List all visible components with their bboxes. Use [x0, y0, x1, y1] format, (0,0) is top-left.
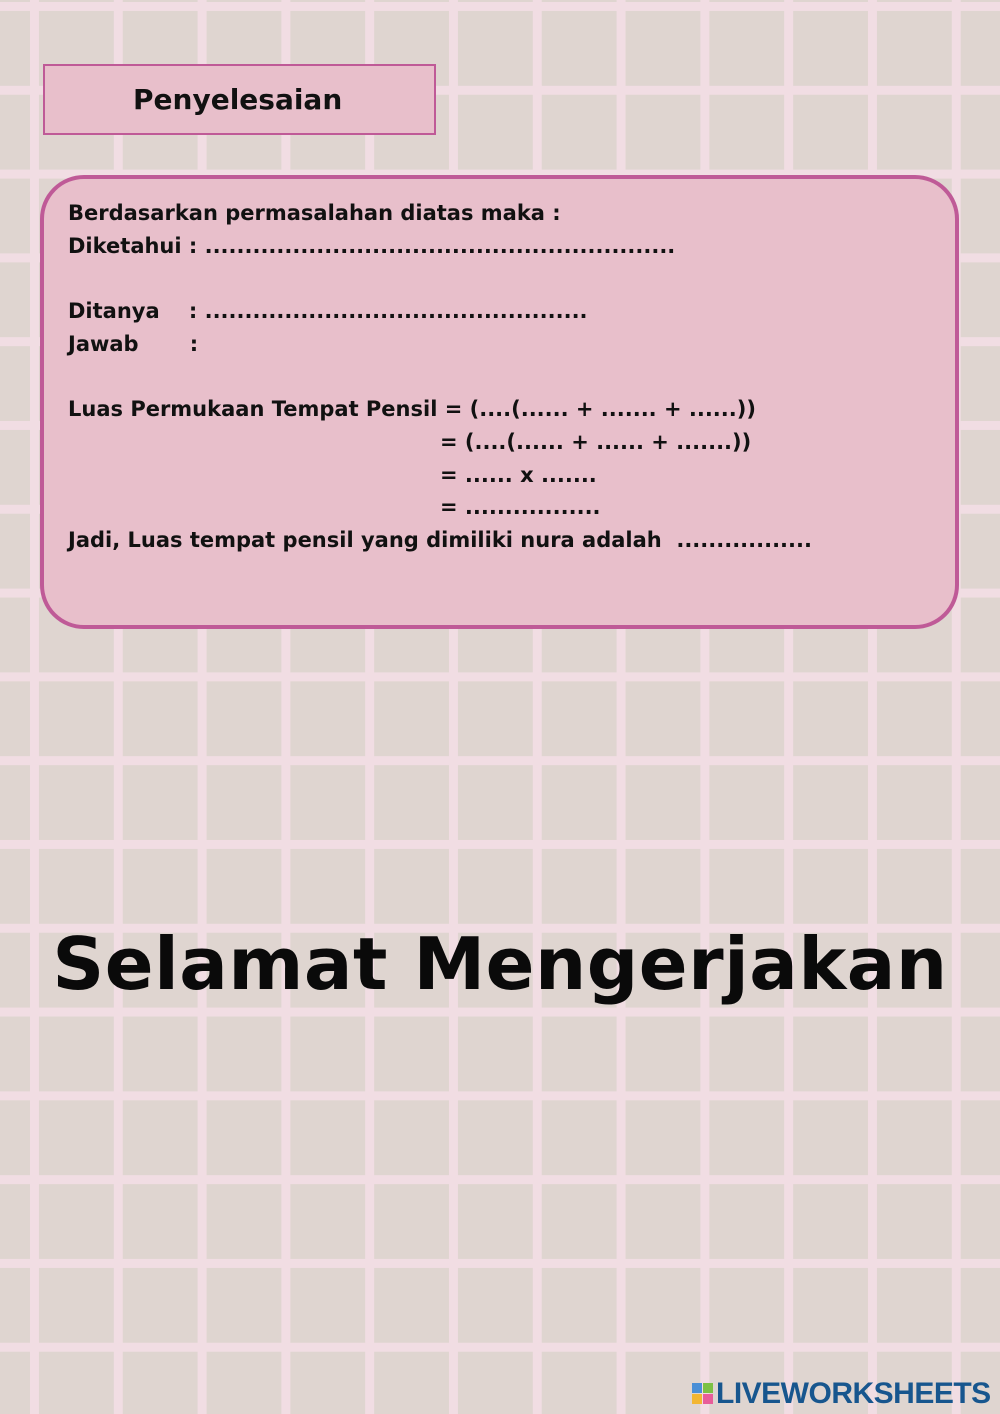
intro-line: Berdasarkan permasalahan diatas maka :	[68, 201, 561, 225]
section-header	[43, 64, 436, 135]
logo-tile-3	[692, 1394, 702, 1404]
formula-line-3: = ...... x .......	[440, 463, 597, 487]
logo-tile-2	[703, 1383, 713, 1393]
answer-line: Jawab :	[68, 332, 199, 356]
conclusion-line: Jadi, Luas tempat pensil yang dimiliki nura adalah .................	[68, 528, 812, 552]
formula-line-1: Luas Permukaan Tempat Pensil = (....(...... + ....... + ......))	[68, 397, 756, 421]
liveworksheets-logo-text: LIVEWORKSHEETS	[716, 1377, 991, 1410]
solution-card	[40, 175, 959, 629]
closing-text: Selamat Mengerjakan	[52, 922, 948, 1006]
logo-tile-1	[692, 1383, 702, 1393]
formula-line-2: = (....(...... + ...... + .......))	[440, 430, 752, 454]
liveworksheets-logo-icon	[692, 1383, 714, 1405]
logo-tile-4	[703, 1394, 713, 1404]
asked-line: Ditanya : ................................................	[68, 299, 588, 323]
formula-line-4: = .................	[440, 495, 601, 519]
liveworksheets-logo	[692, 1377, 991, 1411]
section-title: Penyelesaian	[133, 83, 343, 116]
known-line: Diketahui : ...........................................................	[68, 234, 676, 258]
